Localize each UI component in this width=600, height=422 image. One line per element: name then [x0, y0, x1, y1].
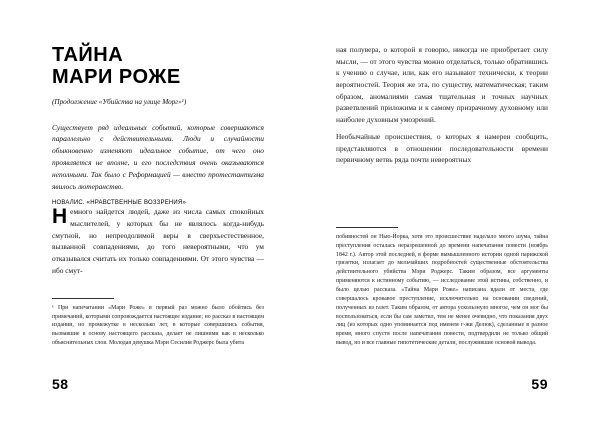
continuation-paragraph-2: Необычайные происшествия, о которых я намерен сообщить, представляются в отношении последовательности времени первичному ветвь ряда почти невероятных — [336, 131, 548, 165]
epigraph-text: Существует ряд идеальных событий, которые совершаются параллельно с действительными. Люди и случайности обыкновенно изменяют идеальное событие, от чего оно проявляется не вполне, и его последствия очень оказываются неполными. Так было с Реформацией — вместо протестантизма явилось лютеранство. — [52, 122, 264, 192]
title-line-2: МАРИ РОЖЕ — [52, 66, 181, 89]
opening-paragraph: Немного найдется людей, даже из числа самых спокойных мыслителей, у которых бы не являлось когда-нибудь смутной, но непреодолимой веры в сверхъестественное, вызванной совпадениями, до того невероятными, что ум отказывался считать их только совпадениями. От этого чувства — ибо смут- — [52, 205, 264, 275]
footnote-rule-right — [336, 227, 398, 228]
continuation-paragraph-1: ная полувера, о которой я говорю, никогда не приобретает силу мысли, — от этого чувства можно отделаться, только обратившись к учению о случае, или, как его называют технически, к теории вероятностей. Теория же эта, по существу, математическая; таким образом, аномалиями самая тщательная и точных научных разветвлений приложима и к самому призрачному духовному или наиболее духовным умозрений. — [336, 45, 548, 125]
footnote-rule — [52, 298, 114, 299]
footnote-text-right: побивностей он Нью-Йорка, хотя это происшествие наделало много шума, тайна преступления осталась неразрешенной до времени напечатания повести (ноябрь 1842 г.). Автор этой последней, в форме вымышленного истории одной парижской гризетки, излагает до мельчайших подробностей существенные обстоятельства действительного убийства Мэри Роджерс. Таким образом, все аргументы применяются к истинному событию, — исследование этой истины, собственно, и было целью рассказа. «Тайна Мари Роже» написана вдали от места, где совершалось кровавое преступление, исключительно на основании сведений, полученных из газет. Таким образом, от автора ускользнуло многое, чем он мог бы воспользоваться, если бы сам заметил, тем не менее очевидно, что показания двух лиц (из которых одно упоминается под именем г-жи Делюк), сделанные в разное время, много спустя после напечатания повести, подтвердили не только общий вывод, но и все главные гипотетические детали, послужившие основой вывода. — [336, 233, 548, 347]
page-right — [300, 0, 600, 422]
page-number-left: 58 — [52, 376, 69, 392]
footnote-text-left: ¹ При напечатании «Мари Роже» в первый раз можно было обойтись без примечаний, которыми сопровождается настоящее издание; но рассказ в настоящем издании, но промежутке в несколько лет, в которые совершились события, вызвавшие в основу настоящего рассказа, делает не лишними как в несколько объяснительных слов. Молодая девушка Мэри Сесилия Роджерс была убита — [52, 304, 264, 347]
page-number-right: 59 — [531, 376, 548, 392]
page-title — [52, 44, 264, 89]
page-subtitle: (Продолжение «Убийства на улице Морг»¹) — [52, 97, 187, 106]
footnote-block-right — [336, 227, 548, 348]
title-line-1: ТАЙНА — [52, 44, 124, 66]
page-gutter — [300, 0, 301, 422]
footnote-block-left — [52, 298, 264, 348]
epigraph-attribution: НОВАЛИС. «НРАВСТВЕННЫЕ ВОЗЗРЕНИЯ» — [52, 200, 187, 207]
